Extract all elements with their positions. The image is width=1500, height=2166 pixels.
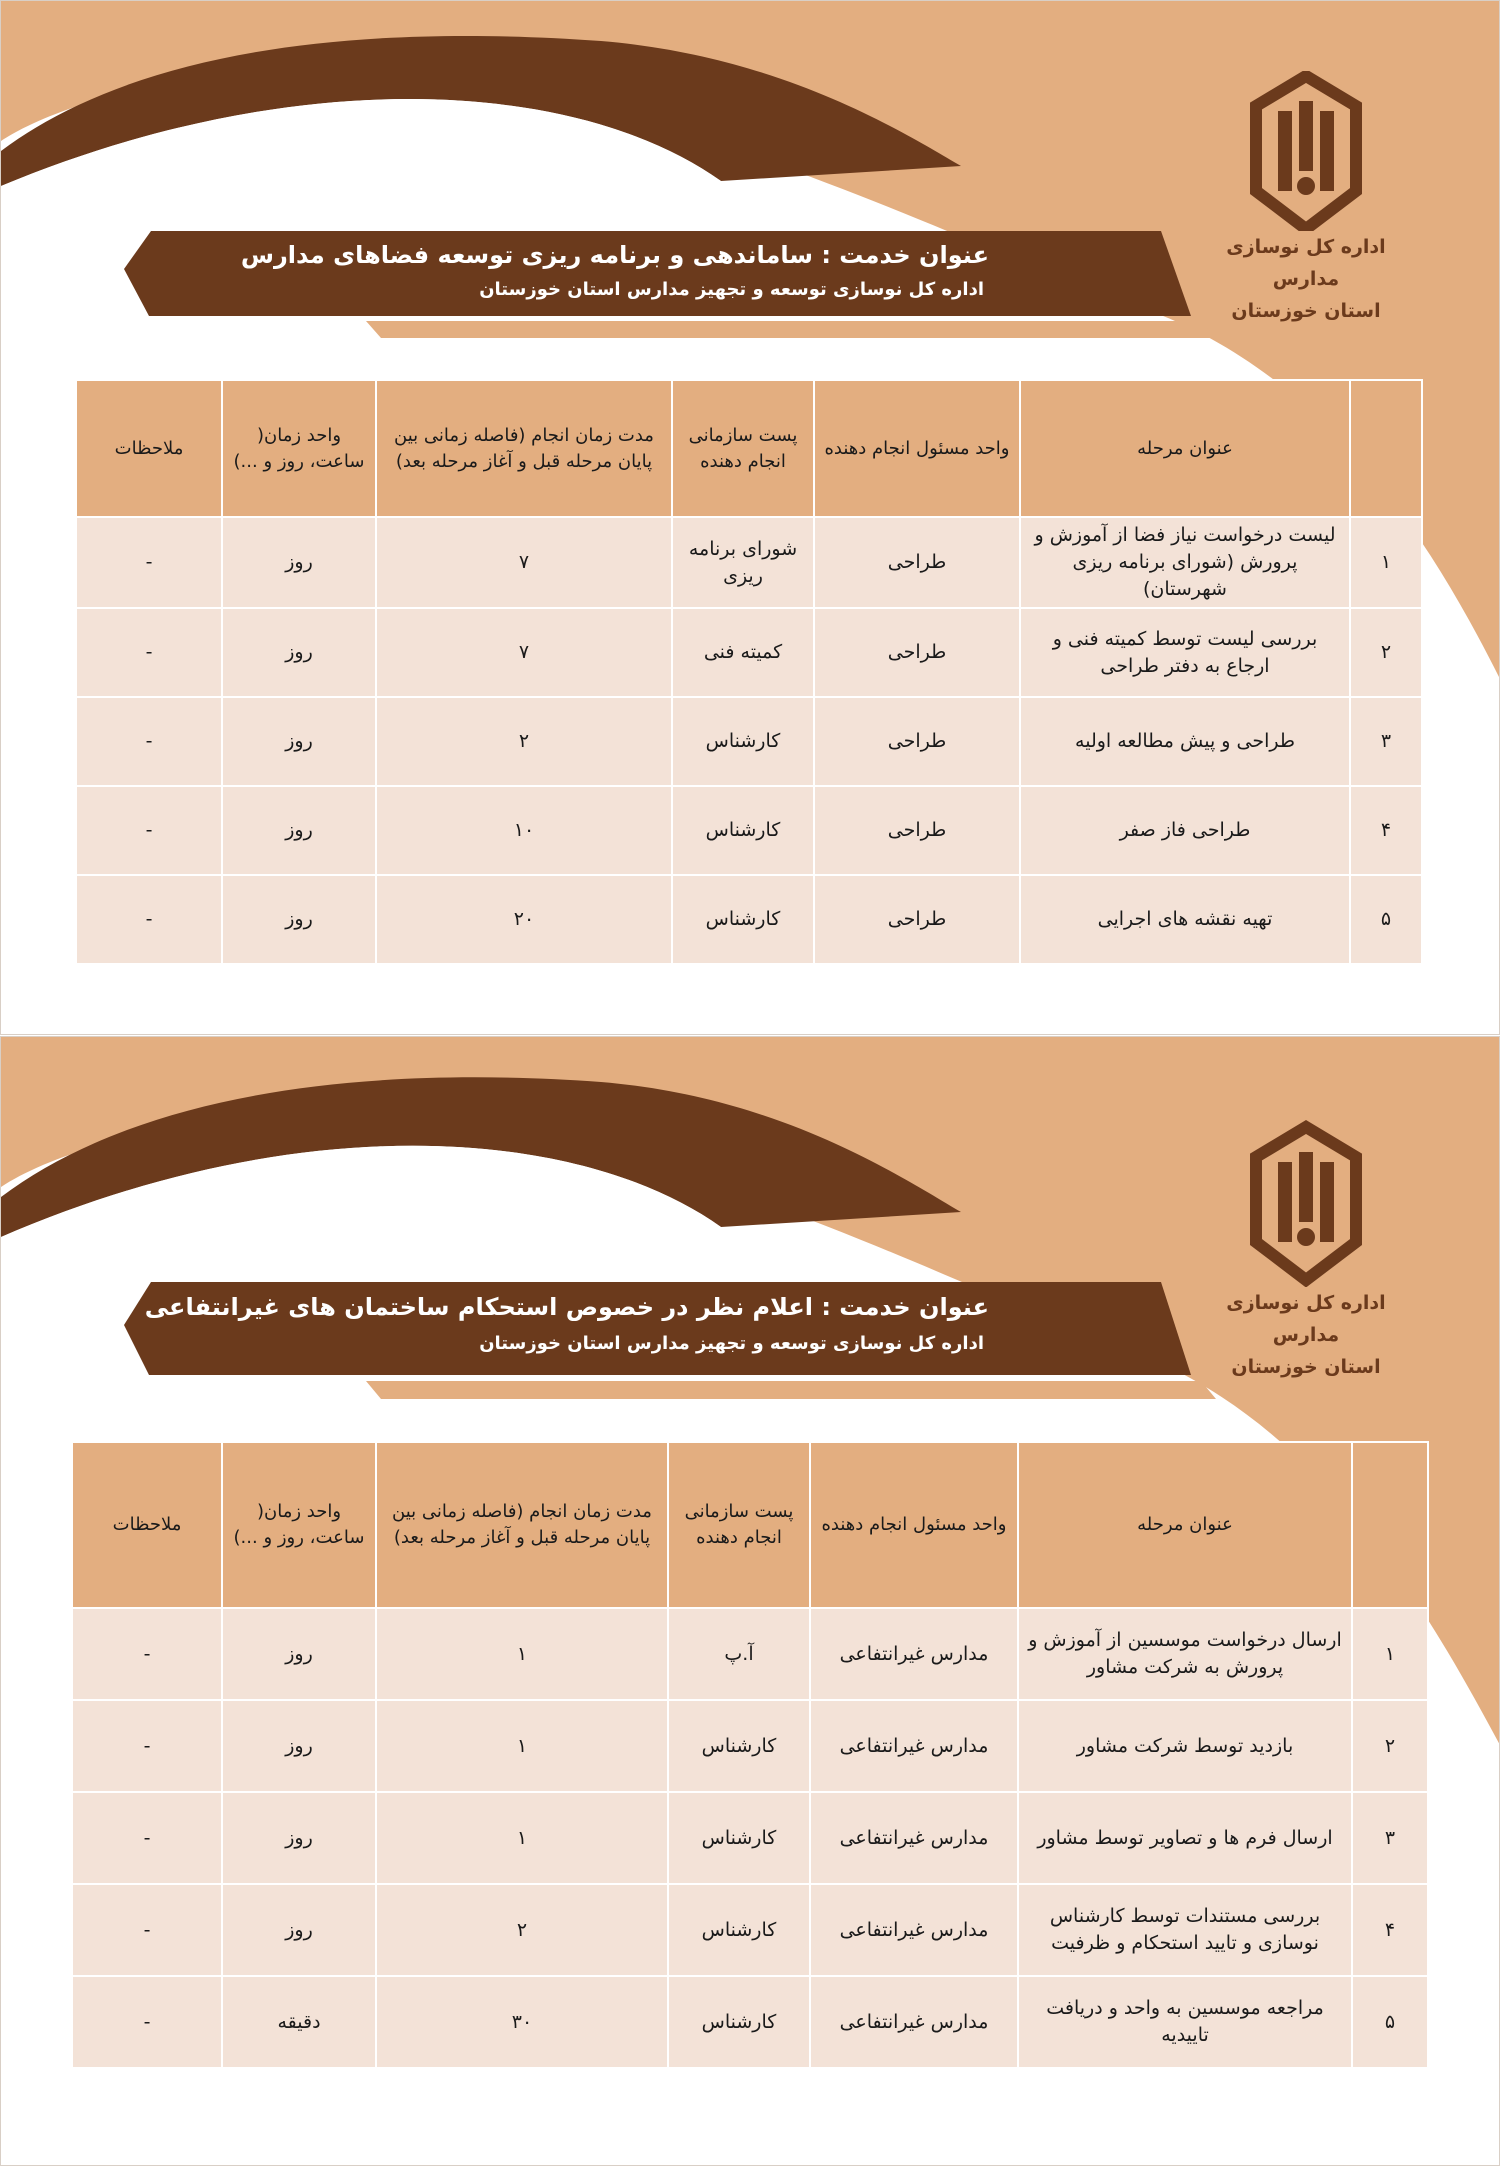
row-title: ارسال درخواست موسسین از آموزش و پرورش به شرکت مشاور [1018, 1608, 1352, 1700]
row-title: بازدید توسط شرکت مشاور [1018, 1700, 1352, 1792]
row-unit: مدارس غیرانتفاعی [810, 1700, 1018, 1792]
row-post: کارشناس [672, 786, 814, 875]
row-unit: طراحی [814, 875, 1020, 964]
row-unit: طراحی [814, 608, 1020, 697]
service-title: عنوان خدمت : اعلام نظر در خصوص استحکام ساختمان های غیرانتفاعی [144, 1293, 989, 1321]
row-time-unit: روز [222, 786, 376, 875]
steps-table [75, 379, 1423, 965]
table-row [76, 608, 1422, 697]
row-duration: ۱۰ [376, 786, 672, 875]
row-unit: طراحی [814, 786, 1020, 875]
row-time-unit: روز [222, 608, 376, 697]
row-notes: - [76, 786, 222, 875]
logo-line-1: اداره کل نوسازی مدارس [1226, 1292, 1386, 1346]
row-duration: ۲۰ [376, 875, 672, 964]
logo-line-2: استان خوزستان [1231, 1356, 1381, 1378]
logo-line-2: استان خوزستان [1231, 300, 1381, 322]
row-notes: - [72, 1976, 222, 2068]
row-duration: ۱ [376, 1608, 668, 1700]
table-row [72, 1792, 1428, 1884]
row-time-unit: روز [222, 697, 376, 786]
row-time-unit: روز [222, 1608, 376, 1700]
row-notes: - [72, 1608, 222, 1700]
table-row [72, 1608, 1428, 1700]
logo-line-1: اداره کل نوسازی مدارس [1226, 236, 1386, 290]
header-num [1350, 380, 1422, 517]
row-unit: مدارس غیرانتفاعی [810, 1792, 1018, 1884]
row-time-unit: روز [222, 517, 376, 608]
header-org-post: پست سازمانی انجام دهنده [668, 1442, 810, 1608]
row-post: کارشناس [668, 1884, 810, 1976]
organization-emblem-icon [1236, 1117, 1376, 1287]
row-num: ۴ [1350, 786, 1422, 875]
header-step-title: عنوان مرحله [1018, 1442, 1352, 1608]
row-time-unit: دقیقه [222, 1976, 376, 2068]
header-duration: مدت زمان انجام (فاصله زمانی بین پایان مرحله قبل و آغاز مرحله بعد) [376, 380, 672, 517]
row-post: کارشناس [668, 1976, 810, 2068]
row-duration: ۷ [376, 517, 672, 608]
row-title: لیست درخواست نیاز فضا از آموزش و پرورش (شورای برنامه ریزی شهرستان) [1020, 517, 1350, 608]
row-time-unit: روز [222, 1700, 376, 1792]
row-num: ۱ [1350, 517, 1422, 608]
service-subtitle: اداره کل نوسازی توسعه و تجهیز مدارس استان خوزستان [479, 279, 984, 300]
row-notes: - [72, 1700, 222, 1792]
row-duration: ۲ [376, 697, 672, 786]
table-row [72, 1884, 1428, 1976]
row-post: شورای برنامه ریزی [672, 517, 814, 608]
row-post: آ.پ [668, 1608, 810, 1700]
row-num: ۲ [1350, 608, 1422, 697]
header-notes: ملاحظات [76, 380, 222, 517]
row-time-unit: روز [222, 875, 376, 964]
header-responsible-unit: واحد مسئول انجام دهنده [810, 1442, 1018, 1608]
row-duration: ۳۰ [376, 1976, 668, 2068]
row-num: ۳ [1350, 697, 1422, 786]
logo [1221, 71, 1391, 327]
table-row [76, 786, 1422, 875]
row-num: ۲ [1352, 1700, 1428, 1792]
row-title: ارسال فرم ها و تصاویر توسط مشاور [1018, 1792, 1352, 1884]
row-num: ۳ [1352, 1792, 1428, 1884]
row-notes: - [72, 1792, 222, 1884]
service-title: عنوان خدمت : ساماندهی و برنامه ریزی توسعه فضاهای مدارس [240, 241, 989, 269]
row-notes: - [76, 608, 222, 697]
table-header-row [76, 380, 1422, 517]
row-time-unit: روز [222, 1884, 376, 1976]
row-notes: - [72, 1884, 222, 1976]
row-post: کارشناس [672, 697, 814, 786]
header-duration: مدت زمان انجام (فاصله زمانی بین پایان مرحله قبل و آغاز مرحله بعد) [376, 1442, 668, 1608]
row-title: بررسی مستندات توسط کارشناس نوسازی و تایید استحکام و ظرفیت [1018, 1884, 1352, 1976]
organization-emblem-icon [1236, 71, 1376, 231]
row-post: کارشناس [672, 875, 814, 964]
header-time-unit: واحد زمان( ساعت، روز و ...) [222, 1442, 376, 1608]
row-post: کارشناس [668, 1700, 810, 1792]
row-unit: مدارس غیرانتفاعی [810, 1884, 1018, 1976]
row-duration: ۲ [376, 1884, 668, 1976]
row-num: ۱ [1352, 1608, 1428, 1700]
row-unit: مدارس غیرانتفاعی [810, 1608, 1018, 1700]
header-step-title: عنوان مرحله [1020, 380, 1350, 517]
row-notes: - [76, 517, 222, 608]
row-post: کمیته فنی [672, 608, 814, 697]
header-notes: ملاحظات [72, 1442, 222, 1608]
row-unit: طراحی [814, 517, 1020, 608]
row-notes: - [76, 697, 222, 786]
row-notes: - [76, 875, 222, 964]
logo [1221, 1117, 1391, 1383]
row-unit: مدارس غیرانتفاعی [810, 1976, 1018, 2068]
table-row [72, 1976, 1428, 2068]
row-title: طراحی فاز صفر [1020, 786, 1350, 875]
row-time-unit: روز [222, 1792, 376, 1884]
row-num: ۵ [1350, 875, 1422, 964]
table-header-row [72, 1442, 1428, 1608]
table-row [76, 517, 1422, 608]
row-title: مراجعه موسسین به واحد و دریافت تاییدیه [1018, 1976, 1352, 2068]
row-post: کارشناس [668, 1792, 810, 1884]
service-page-1 [0, 0, 1500, 1035]
row-duration: ۱ [376, 1700, 668, 1792]
row-title: تهیه نقشه های اجرایی [1020, 875, 1350, 964]
table-row [76, 697, 1422, 786]
row-unit: طراحی [814, 697, 1020, 786]
header-responsible-unit: واحد مسئول انجام دهنده [814, 380, 1020, 517]
row-num: ۴ [1352, 1884, 1428, 1976]
row-num: ۵ [1352, 1976, 1428, 2068]
row-duration: ۷ [376, 608, 672, 697]
steps-table [71, 1441, 1429, 2069]
row-duration: ۱ [376, 1792, 668, 1884]
header-num [1352, 1442, 1428, 1608]
header-org-post: پست سازمانی انجام دهنده [672, 380, 814, 517]
table-row [76, 875, 1422, 964]
service-subtitle: اداره کل نوسازی توسعه و تجهیز مدارس استان خوزستان [479, 1333, 984, 1354]
service-page-2 [0, 1036, 1500, 2166]
row-title: طراحی و پیش مطالعه اولیه [1020, 697, 1350, 786]
header-time-unit: واحد زمان( ساعت، روز و ...) [222, 380, 376, 517]
row-title: بررسی لیست توسط کمیته فنی و ارجاع به دفتر طراحی [1020, 608, 1350, 697]
table-row [72, 1700, 1428, 1792]
